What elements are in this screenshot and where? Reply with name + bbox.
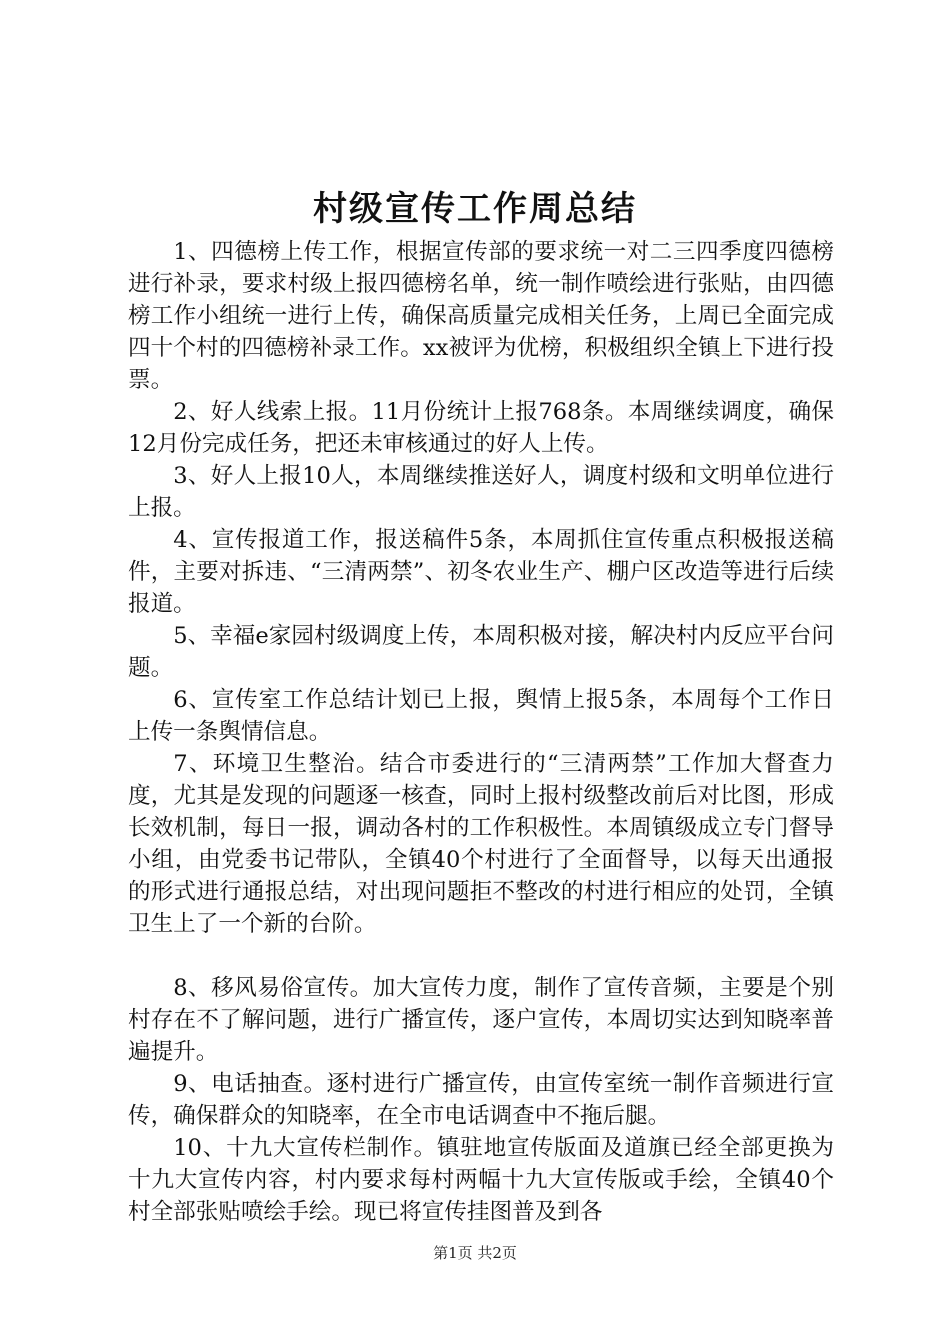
paragraph-3: 3、好人上报10人，本周继续推送好人，调度村级和文明单位进行上报。 xyxy=(128,463,834,521)
document-body xyxy=(128,236,834,1228)
page-number-footer: 第1页 共2页 xyxy=(433,1244,517,1262)
document-title: 村级宣传工作周总结 xyxy=(313,189,637,229)
paragraph-5: 5、幸福e家园村级调度上传，本周积极对接，解决村内反应平台问题。 xyxy=(128,623,834,681)
paragraph-9: 9、电话抽查。逐村进行广播宣传，由宣传室统一制作音频进行宣传，确保群众的知晓率，在全市电话调查中不拖后腿。 xyxy=(128,1071,834,1129)
paragraph-6: 6、宣传室工作总结计划已上报，舆情上报5条，本周每个工作日上传一条舆情信息。 xyxy=(128,687,834,745)
paragraph-7: 7、环境卫生整治。结合市委进行的“三清两禁”工作加大督查力度，尤其是发现的问题逐一核查，同时上报村级整改前后对比图，形成长效机制，每日一报，调动各村的工作积极性。本周镇级成立专门督导小组，由党委书记带队，全镇40个村进行了全面督导，以每天出通报的形式进行通报总结，对出现问题拒不整改的村进行相应的处罚，全镇卫生上了一个新的台阶。 xyxy=(128,751,834,937)
paragraph-4: 4、宣传报道工作，报送稿件5条，本周抓住宣传重点积极报送稿件，主要对拆违、“三清两禁”、初冬农业生产、棚户区改造等进行后续报道。 xyxy=(128,527,834,617)
paragraph-8: 8、移风易俗宣传。加大宣传力度，制作了宣传音频，主要是个别村存在不了解问题，进行广播宣传，逐户宣传，本周切实达到知晓率普遍提升。 xyxy=(128,975,834,1065)
paragraph-1: 1、四德榜上传工作，根据宣传部的要求统一对二三四季度四德榜进行补录，要求村级上报四德榜名单，统一制作喷绘进行张贴，由四德榜工作小组统一进行上传，确保高质量完成相关任务，上周已全面完成四十个村的四德榜补录工作。xx被评为优榜，积极组织全镇上下进行投票。 xyxy=(128,239,834,393)
paragraph-2: 2、好人线索上报。11月份统计上报768条。本周继续调度，确保12月份完成任务，把还未审核通过的好人上传。 xyxy=(128,399,834,457)
paragraph-10: 10、十九大宣传栏制作。镇驻地宣传版面及道旗已经全部更换为十九大宣传内容，村内要求每村两幅十九大宣传版或手绘，全镇40个村全部张贴喷绘手绘。现已将宣传挂图普及到各 xyxy=(128,1135,834,1225)
